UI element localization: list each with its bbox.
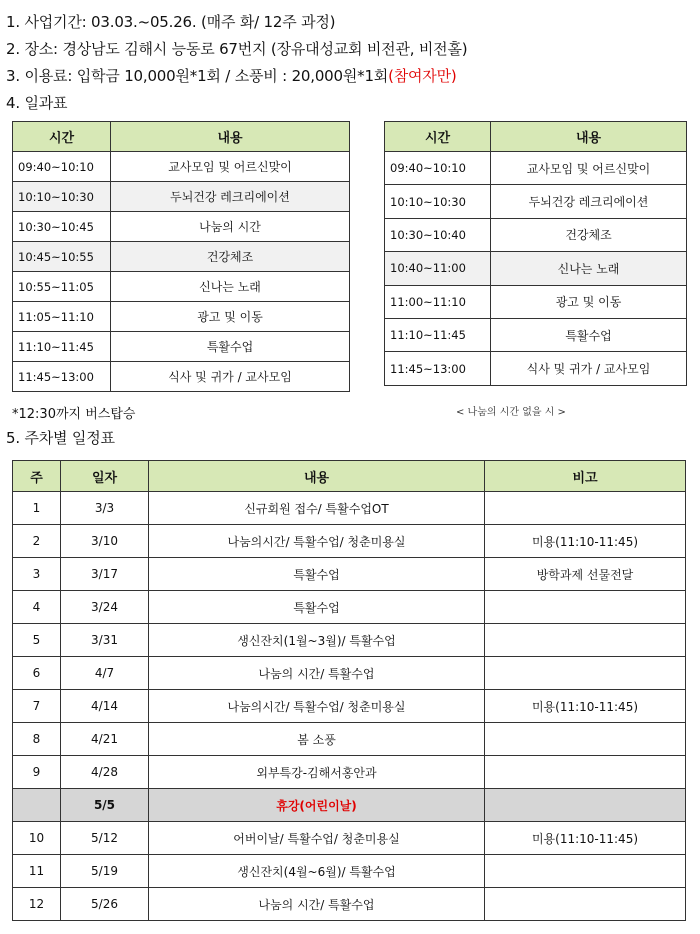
content-cell: 특활수업: [111, 332, 350, 362]
note-cell: 미용(11:10-11:45): [485, 525, 686, 558]
table-row: [13, 152, 350, 182]
date-cell: 5/19: [61, 855, 149, 888]
week-cell: 9: [13, 756, 61, 789]
note-cell: [485, 591, 686, 624]
content-cell: 식사 및 귀가 / 교사모임: [111, 362, 350, 392]
content-cell: 나눔의 시간/ 특활수업: [149, 888, 485, 921]
content-cell: 생신잔치(4월~6월)/ 특활수업: [149, 855, 485, 888]
note-cell: [485, 888, 686, 921]
info-fee: [6, 65, 457, 86]
table-row: [385, 218, 687, 251]
time-cell: 10:10~10:30: [385, 185, 491, 218]
alt-schedule-caption: < 나눔의 시간 없을 시 >: [456, 407, 566, 418]
date-cell: 3/10: [61, 525, 149, 558]
content-cell: 특활수업: [491, 318, 687, 351]
week-cell: 8: [13, 723, 61, 756]
date-cell: 4/14: [61, 690, 149, 723]
date-cell: 4/21: [61, 723, 149, 756]
time-cell: 11:10~11:45: [385, 318, 491, 351]
info-fee-text: 3. 이용료: 입학금 10,000원*1회 / 소풍비 : 20,000원*1회: [6, 67, 389, 85]
content-cell: 특활수업: [149, 591, 485, 624]
week-cell: 6: [13, 657, 61, 690]
content-cell: 어버이날/ 특활수업/ 청춘미용실: [149, 822, 485, 855]
table-row: [13, 624, 686, 657]
note-cell: 방학과제 선물전달: [485, 558, 686, 591]
content-cell: 나눔의시간/ 특활수업/ 청춘미용실: [149, 525, 485, 558]
weekly-schedule-table: [12, 460, 686, 921]
week-cell: 4: [13, 591, 61, 624]
time-cell: 10:40~11:00: [385, 252, 491, 285]
table-header-row: [13, 461, 686, 492]
table-row: [13, 302, 350, 332]
content-cell: 광고 및 이동: [111, 302, 350, 332]
week-cell: 11: [13, 855, 61, 888]
week-cell: 2: [13, 525, 61, 558]
week-cell: 10: [13, 822, 61, 855]
table-row: [385, 285, 687, 318]
weekly-title: 5. 주차별 일정표: [6, 429, 115, 447]
content-cell: 두뇌건강 레크리에이션: [111, 182, 350, 212]
date-cell: 3/3: [61, 492, 149, 525]
date-cell: 5/5: [61, 789, 149, 822]
table-row: [385, 352, 687, 385]
time-cell: 11:00~11:10: [385, 285, 491, 318]
table-row: [13, 212, 350, 242]
header-content: 내용: [111, 122, 350, 152]
content-cell: 건강체조: [111, 242, 350, 272]
content-cell: 생신잔치(1월~3월)/ 특활수업: [149, 624, 485, 657]
table-row: [13, 492, 686, 525]
week-cell: [13, 789, 61, 822]
date-cell: 5/12: [61, 822, 149, 855]
daily-schedule-alt-table: [384, 121, 687, 386]
daily-schedule-body: [13, 152, 350, 392]
table-row: [13, 242, 350, 272]
table-row: [13, 591, 686, 624]
table-header-row: [13, 122, 350, 152]
note-cell: [485, 723, 686, 756]
header-content: 내용: [491, 122, 687, 152]
time-cell: 11:05~11:10: [13, 302, 111, 332]
time-cell: 10:30~10:45: [13, 212, 111, 242]
header-content: 내용: [149, 461, 485, 492]
table-row: [385, 185, 687, 218]
content-cell: 식사 및 귀가 / 교사모임: [491, 352, 687, 385]
table-row: [385, 252, 687, 285]
note-cell: [485, 492, 686, 525]
note-cell: 미용(11:10-11:45): [485, 690, 686, 723]
table-row: [13, 888, 686, 921]
time-cell: 10:45~10:55: [13, 242, 111, 272]
content-cell: 나눔의 시간: [111, 212, 350, 242]
content-cell: 외부특강-김해서홍안과: [149, 756, 485, 789]
content-cell: 특활수업: [149, 558, 485, 591]
time-cell: 10:30~10:40: [385, 218, 491, 251]
daily-schedule-alt-body: [385, 152, 687, 386]
table-row: [13, 855, 686, 888]
date-cell: 4/28: [61, 756, 149, 789]
week-cell: 5: [13, 624, 61, 657]
info-location: 2. 장소: 경상남도 김해시 능동로 67번지 (장유대성교회 비전관, 비전홀): [6, 40, 468, 58]
table-row: [385, 152, 687, 185]
table-row: [13, 690, 686, 723]
header-week: 주: [13, 461, 61, 492]
content-cell: 나눔의시간/ 특활수업/ 청춘미용실: [149, 690, 485, 723]
content-cell: 교사모임 및 어르신맞이: [111, 152, 350, 182]
info-period: 1. 사업기간: 03.03.~05.26. (매주 화/ 12주 과정): [6, 13, 336, 31]
table-row: [13, 756, 686, 789]
note-cell: [485, 756, 686, 789]
header-time: 시간: [385, 122, 491, 152]
time-cell: 09:40~10:10: [13, 152, 111, 182]
info-timetable-title: 4. 일과표: [6, 94, 68, 112]
daily-schedule-table: [12, 121, 350, 392]
date-cell: 3/31: [61, 624, 149, 657]
week-cell: 1: [13, 492, 61, 525]
content-cell: 광고 및 이동: [491, 285, 687, 318]
date-cell: 3/24: [61, 591, 149, 624]
time-cell: 11:45~13:00: [385, 352, 491, 385]
table-row: [13, 525, 686, 558]
content-cell: 신규회원 접수/ 특활수업OT: [149, 492, 485, 525]
header-date: 일자: [61, 461, 149, 492]
table-row: [13, 789, 686, 822]
time-cell: 10:55~11:05: [13, 272, 111, 302]
table-row: [13, 822, 686, 855]
table-row: [385, 318, 687, 351]
content-cell: 신나는 노래: [111, 272, 350, 302]
note-cell: 미용(11:10-11:45): [485, 822, 686, 855]
table-row: [13, 182, 350, 212]
content-cell: 봄 소풍: [149, 723, 485, 756]
date-cell: 3/17: [61, 558, 149, 591]
date-cell: 5/26: [61, 888, 149, 921]
content-cell: 건강체조: [491, 218, 687, 251]
date-cell: 4/7: [61, 657, 149, 690]
time-cell: 11:10~11:45: [13, 332, 111, 362]
content-cell: 신나는 노래: [491, 252, 687, 285]
content-cell: 휴강(어린이날): [149, 789, 485, 822]
header-time: 시간: [13, 122, 111, 152]
time-cell: 09:40~10:10: [385, 152, 491, 185]
table-header-row: [385, 122, 687, 152]
note-cell: [485, 657, 686, 690]
content-cell: 두뇌건강 레크리에이션: [491, 185, 687, 218]
week-cell: 3: [13, 558, 61, 591]
content-cell: 나눔의 시간/ 특활수업: [149, 657, 485, 690]
bus-note: *12:30까지 버스탑승: [12, 407, 136, 422]
content-cell: 교사모임 및 어르신맞이: [491, 152, 687, 185]
table-row: [13, 362, 350, 392]
time-cell: 11:45~13:00: [13, 362, 111, 392]
time-cell: 10:10~10:30: [13, 182, 111, 212]
table-row: [13, 723, 686, 756]
table-row: [13, 332, 350, 362]
table-row: [13, 558, 686, 591]
table-row: [13, 272, 350, 302]
note-cell: [485, 624, 686, 657]
table-row: [13, 657, 686, 690]
week-cell: 12: [13, 888, 61, 921]
note-cell: [485, 789, 686, 822]
weekly-schedule-body: [13, 492, 686, 921]
header-note: 비고: [485, 461, 686, 492]
week-cell: 7: [13, 690, 61, 723]
info-fee-highlight: (참여자만): [388, 67, 457, 85]
note-cell: [485, 855, 686, 888]
